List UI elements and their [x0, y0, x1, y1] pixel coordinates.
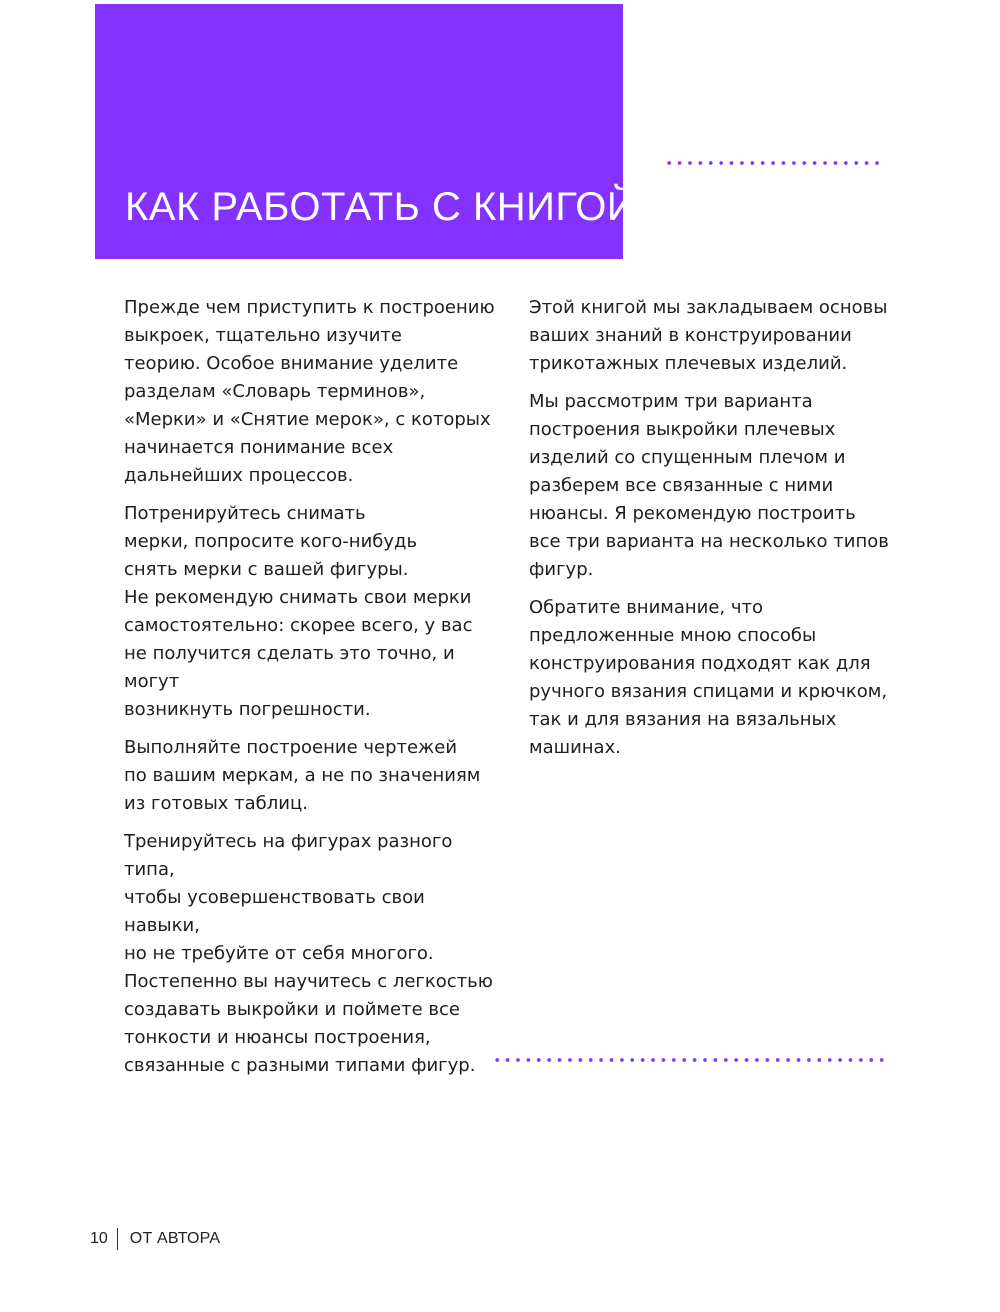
page-number: 10 — [90, 1230, 108, 1247]
left-column — [124, 294, 504, 1090]
paragraph: Мы рассмотрим три варианта построения выкройки плечевых изделий со спущенным плечом и разберем все связанные с ними нюансы. Я рекомендую построить все три варианта на несколько типов фигур. — [529, 391, 889, 580]
paragraph: Потренируйтесь снимать мерки, попросите кого-нибудь снять мерки с вашей фигуры. Не рекомендую снимать свои мерки самостоятельно: скорее всего, у вас не получится сделать это точно, и могут возникнуть погрешности. — [124, 503, 473, 720]
paragraph: Прежде чем приступить к построению выкроек, тщательно изучите теорию. Особое внимание уделите разделам «Словарь терминов», «Мерки» и «Снятие мерок», с которых начинается понимание всех дальнейших процессов. — [124, 297, 495, 486]
paragraph: Обратите внимание, что предложенные мною способы конструирования подходят как для ручного вязания спицами и крючком, так и для вязания на вязальных машинах. — [529, 597, 888, 758]
right-column — [529, 294, 895, 772]
section-name: ОТ АВТОРА — [129, 1230, 221, 1247]
dotted-divider-top — [664, 161, 882, 165]
paragraph: Этой книгой мы закладываем основы ваших знаний в конструировании трикотажных плечевых изделий. — [529, 297, 888, 374]
page-footer — [90, 1224, 220, 1254]
footer-separator — [117, 1228, 118, 1250]
paragraph: Тренируйтесь на фигурах разного типа, чтобы усовершенствовать свои навыки, но не требуйте от себя многого. Постепенно вы научитесь с легкостью создавать выкройки и поймете все тонкости и нюансы построения, связанные с разными типами фигур. — [124, 831, 493, 1076]
title-block — [95, 4, 637, 259]
page-title: КАК РАБОТАТЬ С КНИГОЙ — [125, 185, 637, 229]
dotted-divider-bottom — [492, 1058, 884, 1062]
paragraph: Выполняйте построение чертежей по вашим меркам, а не по значениям из готовых таблиц. — [124, 737, 481, 814]
